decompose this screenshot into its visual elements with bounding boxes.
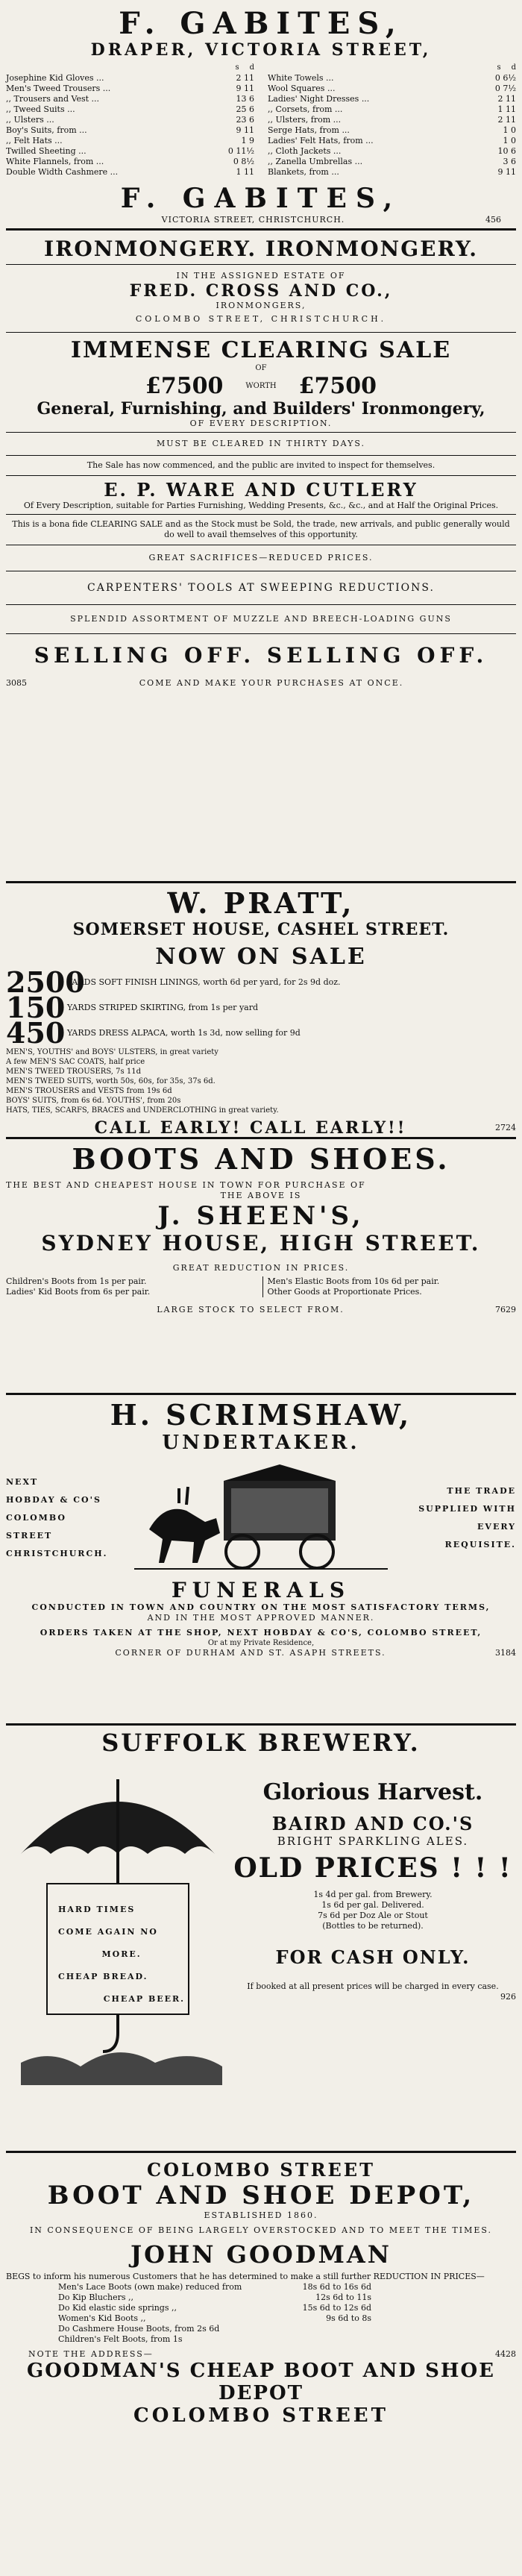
umbrella-text: HARD TIMES COME AGAIN NO MORE. CHEAP BREAD. CHEAP BEER. [58, 1905, 185, 2004]
price-row [6, 136, 254, 146]
price-row [58, 2293, 371, 2303]
ref-number: 926 [500, 1992, 516, 2002]
price-row [58, 2324, 371, 2334]
goodman-intro: BEGS to inform his numerous Customers that he has determined to make a still further REDUCTION IN PRICES— [6, 2272, 485, 2281]
item-price: 12s 6d to 11s [315, 2293, 371, 2302]
item-price: 9 11 [236, 125, 254, 135]
cleared-notice: MUST BE CLEARED IN THIRTY DAYS. [157, 439, 365, 448]
scrimshaw-title: H. SCRIMSHAW, [110, 1398, 412, 1432]
scrimshaw-ad [6, 1395, 516, 1726]
scrimshaw-right-text: THE TRADE SUPPLIED WITH EVERY REQUISITE. [418, 1486, 516, 1549]
ironmongery-headline: IRONMONGERY. IRONMONGERY. [44, 236, 478, 261]
ref-number: 3085 [6, 678, 27, 688]
gabites-title: F. GABITES, [119, 6, 403, 41]
ref-number: 4428 [495, 2349, 516, 2359]
item-label: ,, Ulsters, from ... [268, 115, 342, 125]
pratt-sale-line [6, 965, 516, 999]
gabites-footer-address: VICTORIA STREET, CHRISTCHURCH. [161, 215, 345, 225]
item-label: ,, Tweed Suits ... [6, 104, 75, 114]
goodman-price-list [6, 2282, 371, 2345]
item-label: ,, Ulsters ... [6, 115, 54, 125]
price-row [268, 157, 516, 167]
corner-line: CORNER OF DURHAM AND ST. ASAPH STREETS. [115, 1648, 386, 1658]
goodman-footer-2: COLOMBO STREET [133, 2404, 389, 2427]
goodman-headline: BOOT AND SHOE DEPOT, [47, 2181, 475, 2210]
pratt-detail-line: BOYS' SUITS, from 6s 6d. YOUTHS', from 20s [6, 1097, 181, 1105]
item-label: Twilled Sheeting ... [6, 146, 87, 156]
reduction-notice: GREAT REDUCTION IN PRICES. [172, 1263, 350, 1273]
come-notice: COME AND MAKE YOUR PURCHASES AT ONCE. [139, 678, 404, 688]
item-price: 15s 6d to 12s 6d [302, 2303, 371, 2313]
price-row [6, 125, 254, 136]
price-row [58, 2313, 371, 2324]
now-on-sale: NOW ON SALE [155, 944, 367, 970]
item-label: Do Kid elastic side springs ,, [58, 2303, 177, 2313]
call-early: CALL EARLY! CALL EARLY!! [94, 1118, 407, 1138]
cash-only: FOR CASH ONLY. [275, 1946, 471, 1968]
item-label: Children's Felt Boots, from 1s [58, 2334, 183, 2344]
note-address: NOTE THE ADDRESS— [28, 2349, 154, 2359]
bona-fide-notice: This is a bona fide CLEARING SALE and as the Stock must be Sold, the trade, new arrivals, and public generally would do well to avail themselves of this opportunity. [12, 519, 510, 539]
gabites-footer-title: F. GABITES, [120, 183, 402, 214]
item-price: 1 11 [497, 104, 516, 114]
amount-left: £7500 [145, 373, 224, 399]
item-label: Serge Hats, from ... [268, 125, 350, 135]
scrimshaw-trade: UNDERTAKER. [162, 1432, 360, 1454]
price-row [6, 73, 254, 84]
item-price: 23 6 [236, 115, 254, 125]
item-price: 9 11 [497, 167, 516, 177]
worth-label: WORTH [245, 382, 277, 390]
orders-line: ORDERS TAKEN AT THE SHOP, NEXT HOBDAY & CO'S, COLOMBO STREET, [40, 1628, 482, 1638]
cutlery-title: E. P. WARE AND CUTLERY [104, 479, 418, 501]
price-row [268, 104, 516, 115]
goodman-ad [6, 2153, 516, 2427]
brewery-headline: SUFFOLK BREWERY. [101, 1729, 421, 1757]
sheen-ad [6, 1139, 516, 1395]
residence-line: Or at my Private Residence, [207, 1639, 315, 1647]
price-row [6, 157, 254, 167]
conducted-line: CONDUCTED IN TOWN AND COUNTRY ON THE MOST SATISFACTORY TERMS, [31, 1602, 491, 1612]
old-prices: OLD PRICES ! ! ! [233, 1852, 512, 1884]
item-label: Ladies' Felt Hats, from ... [268, 136, 374, 145]
price-row [6, 115, 254, 125]
selling-off: SELLING OFF. SELLING OFF. [34, 643, 488, 668]
item-price: 10 6 [497, 146, 516, 156]
pratt-sale-line [6, 1016, 516, 1050]
stock-line: General, Furnishing, and Builders' Ironmongery, [37, 399, 485, 419]
item-label: Josephine Kid Gloves ... [6, 73, 104, 83]
item-label: Men's Tweed Trousers ... [6, 84, 111, 93]
gabites-ad [6, 4, 516, 231]
amount-right: £7500 [298, 373, 377, 399]
ales-line: BRIGHT SPARKLING ALES. [277, 1834, 469, 1848]
sheen-right-prices: Men's Elastic Boots from 10s 6d per pair. Other Goods at Proportionate Prices. [262, 1276, 517, 1297]
item-price: 2 11 [497, 115, 516, 125]
price-row [268, 94, 516, 104]
item-label: Double Width Cashmere ... [6, 167, 119, 177]
sheen-intro: THE BEST AND CHEAPEST HOUSE IN TOWN FOR PURCHASE OF [6, 1180, 366, 1190]
firm-name: FRED. CROSS AND CO., [129, 281, 393, 301]
consequence-line: IN CONSEQUENCE OF BEING LARGELY OVERSTOCKED AND TO MEET THE TIMES. [29, 2225, 493, 2235]
hearse-illustration [134, 1458, 388, 1578]
item-price [330, 2324, 371, 2334]
item-price: 18s 6d to 16s 6d [302, 2282, 371, 2292]
pratt-detail-line: MEN'S TWEED SUITS, worth 50s, 60s, for 35s, 37s 6d. [6, 1077, 216, 1085]
item-label: Ladies' Night Dresses ... [268, 94, 370, 104]
item-price: 1 9 [241, 136, 254, 145]
ironmongery-ad [6, 231, 516, 883]
sale-title: IMMENSE CLEARING SALE [70, 337, 452, 363]
sd-header: s d [497, 63, 516, 72]
gabites-left-column [6, 63, 254, 178]
item-price: 3 6 [503, 157, 516, 166]
price-row [6, 84, 254, 94]
gabites-subtitle: DRAPER, VICTORIA STREET, [90, 40, 432, 60]
sale-quantity: 450 [6, 1016, 66, 1050]
sheen-left-prices: Children's Boots from 1s per pair. Ladies' Kid Boots from 6s per pair. [6, 1276, 151, 1297]
umbrella-illustration [6, 1764, 230, 2093]
item-label: Blankets, from ... [268, 167, 339, 177]
guns-notice: SPLENDID ASSORTMENT OF MUZZLE AND BREECH-LOADING GUNS [70, 614, 452, 624]
goodman-footer-1: GOODMAN'S CHEAP BOOT AND SHOE DEPOT [27, 2360, 495, 2404]
booked-note: If booked at all present prices will be charged in every case. [247, 1981, 499, 1991]
item-label: Boy's Suits, from ... [6, 125, 87, 135]
price-row [58, 2334, 371, 2345]
ref-number: 3184 [495, 1648, 516, 1658]
manner-line: AND IN THE MOST APPROVED MANNER. [147, 1613, 375, 1623]
price-row [268, 146, 516, 157]
pratt-address: SOMERSET HOUSE, CASHEL STREET. [72, 920, 450, 939]
item-price: 9 11 [236, 84, 254, 93]
item-price [330, 2334, 371, 2345]
item-price: 2 11 [236, 73, 254, 83]
item-label: Wool Squares ... [268, 84, 336, 93]
sacrifices-notice: GREAT SACRIFICES—REDUCED PRICES. [148, 553, 374, 562]
item-label: Do Cashmere House Boots, from 2s 6d [58, 2324, 220, 2334]
item-label: ,, Zanella Umbrellas ... [268, 157, 363, 166]
sheen-name: J. SHEEN'S, [157, 1201, 365, 1231]
established-line: ESTABLISHED 1860. [204, 2210, 318, 2220]
item-label: ,, Felt Hats ... [6, 136, 63, 145]
item-label: ,, Trousers and Vest ... [6, 94, 100, 104]
pratt-detail-line: HATS, TIES, SCARFS, BRACES and UNDERCLOTHING in great variety. [6, 1106, 279, 1115]
item-price: 9s 6d to 8s [326, 2313, 371, 2323]
sheen-above: THE ABOVE IS [220, 1191, 302, 1200]
intro-line: IN THE ASSIGNED ESTATE OF [176, 271, 346, 281]
sale-quantity: 150 [6, 991, 66, 1024]
stock-notice: LARGE STOCK TO SELECT FROM. [157, 1305, 345, 1314]
pratt-lines [6, 965, 516, 1050]
pratt-detail-line: MEN'S, YOUTHS' and BOYS' ULSTERS, in great variety [6, 1048, 218, 1056]
item-label: Men's Lace Boots (own make) reduced from [58, 2282, 242, 2292]
item-price: 1 0 [503, 136, 516, 145]
ref-number: 7629 [495, 1305, 516, 1314]
item-price: 13 6 [236, 94, 254, 104]
pratt-ad [6, 883, 516, 1139]
boots-headline: BOOTS AND SHOES. [72, 1142, 450, 1176]
suffolk-brewery-ad [6, 1726, 516, 2153]
pratt-title: W. PRATT, [167, 886, 355, 920]
item-price: 0 6½ [494, 73, 516, 83]
sale-description: YARDS STRIPED SKIRTING, from 1s per yard [67, 1003, 259, 1012]
ref-number: 456 [485, 215, 501, 225]
sale-description: YARDS DRESS ALPACA, worth 1s 3d, now selling for 9d [67, 1028, 301, 1038]
firm-address: COLOMBO STREET, CHRISTCHURCH. [135, 314, 387, 324]
pratt-detail-line: MEN'S TROUSERS and VESTS from 19s 6d [6, 1087, 172, 1095]
sd-header: s d [235, 63, 254, 72]
scrimshaw-left-text: NEXT HOBDAY & CO'S COLOMBO STREET CHRISTCHURCH. [6, 1477, 108, 1558]
sale-quantity: 2500 [6, 965, 85, 999]
price-row [6, 104, 254, 115]
gabites-right-column [268, 63, 516, 178]
price-row [6, 167, 254, 178]
ref-number: 2724 [495, 1123, 516, 1132]
item-price: 2 11 [497, 94, 516, 104]
firm-trade: IRONMONGERS, [216, 301, 306, 310]
funerals-title: FUNERALS [171, 1578, 351, 1602]
item-price: 0 7½ [494, 84, 516, 93]
every-description: OF EVERY DESCRIPTION. [189, 419, 333, 428]
goodman-name: JOHN GOODMAN [130, 2240, 392, 2269]
item-price: 0 11½ [227, 146, 254, 156]
price-lines: 1s 4d per gal. from Brewery. 1s 6d per gal. Delivered. 7s 6d per Doz Ale or Stout (Bottles to be returned). [313, 1890, 433, 1931]
of-label: OF [255, 364, 267, 372]
price-row [268, 84, 516, 94]
item-label: Do Kip Bluchers ,, [58, 2293, 134, 2302]
sale-description: YARDS SOFT FINISH LININGS, worth 6d per yard, for 2s 9d doz. [67, 977, 341, 987]
sheen-address: SYDNEY HOUSE, HIGH STREET. [41, 1231, 481, 1256]
item-label: Women's Kid Boots ,, [58, 2313, 146, 2323]
price-row [268, 115, 516, 125]
tools-notice: CARPENTERS' TOOLS AT SWEEPING REDUCTIONS. [87, 582, 435, 594]
item-label: ,, Corsets, from ... [268, 104, 343, 114]
price-row [58, 2282, 371, 2293]
pratt-sale-line [6, 991, 516, 1024]
pratt-detail-line: A few MEN'S SAC COATS, half price [6, 1058, 145, 1066]
price-row [6, 94, 254, 104]
cutlery-text: Of Every Description, suitable for Parties Furnishing, Wedding Presents, &c., &c., and at Half the Original Prices. [23, 501, 499, 510]
price-row [6, 146, 254, 157]
item-price: 1 0 [503, 125, 516, 135]
price-row [58, 2303, 371, 2313]
pratt-detail-line: MEN'S TWEED TROUSERS, 7s 11d [6, 1068, 141, 1076]
price-row [268, 125, 516, 136]
commenced-notice: The Sale has now commenced, and the public are invited to inspect for themselves. [87, 460, 435, 470]
pratt-details [6, 1047, 516, 1115]
price-row [268, 136, 516, 146]
price-row [268, 73, 516, 84]
item-label: White Flannels, from ... [6, 157, 104, 166]
harvest-title: Glorious Harvest. [262, 1779, 483, 1805]
item-price: 1 11 [236, 167, 254, 177]
item-price: 0 8½ [233, 157, 254, 166]
item-label: White Towels ... [268, 73, 334, 83]
baird-title: BAIRD AND CO.'S [271, 1813, 474, 1834]
gabites-price-list [6, 63, 516, 178]
price-row [268, 167, 516, 178]
item-label: ,, Cloth Jackets ... [268, 146, 342, 156]
item-price: 25 6 [236, 104, 254, 114]
goodman-street: COLOMBO STREET [147, 2159, 375, 2181]
